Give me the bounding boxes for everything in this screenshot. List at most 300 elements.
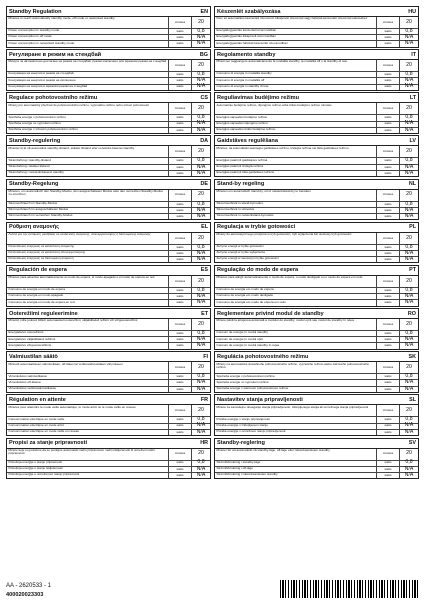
row-unit: minutes <box>376 405 399 416</box>
row-label: Energiatarve võrguooterežiimis <box>8 343 52 347</box>
row-value: N/A <box>191 41 210 46</box>
row-label: Stroomverbruik in stand-bymodus <box>216 201 263 205</box>
row-label: Консумация на енергия в режим на стендбай <box>8 72 74 76</box>
row-value: 0,8 <box>191 245 210 250</box>
row-label: Stromverbrauch im Standby-Modus <box>8 201 58 205</box>
standby-block-hu <box>214 6 419 48</box>
row-unit: watts <box>376 158 399 163</box>
row-value: N/A <box>191 337 210 342</box>
block-header <box>215 180 418 190</box>
row-unit: minutes <box>168 17 191 28</box>
language-code: DE <box>200 181 208 188</box>
row-value: N/A <box>191 122 210 127</box>
row-value: N/A <box>191 85 210 90</box>
row-value: 0,8 <box>191 461 210 466</box>
minutes-row <box>7 449 210 461</box>
row-unit: watts <box>376 300 399 305</box>
block-title: Standby-regulering <box>9 137 61 144</box>
block-header <box>7 439 210 449</box>
row-label: Consumo di energia in standby di rete <box>216 84 269 88</box>
row-label: Minutos para alcanzar automáticamente el modo de espera, el modo apagado o el modo de espera en red <box>8 275 155 280</box>
row-unit: watts <box>376 171 399 176</box>
row-value: 20 <box>399 276 418 287</box>
language-code: SV <box>408 440 416 447</box>
minutes-row <box>7 276 210 288</box>
row-unit: minutes <box>376 17 399 28</box>
block-title: Nastavitev stanja pripravljenosti <box>217 396 303 403</box>
row-label: Spotřeba energie v síťovém pohotovostním režimu <box>8 127 78 131</box>
row-unit: watts <box>168 115 191 120</box>
row-unit: watts <box>168 343 191 348</box>
row-unit: watts <box>376 245 399 250</box>
standby-block-da <box>6 135 211 177</box>
standby-block-en <box>6 6 211 48</box>
row-label: Spotřeba energie ve vypnutém režimu <box>8 121 61 125</box>
block-header <box>215 136 418 146</box>
minutes-row <box>215 276 418 288</box>
language-code: ET <box>201 310 208 317</box>
row-unit: watts <box>168 41 191 46</box>
row-unit: watts <box>376 380 399 385</box>
block-header <box>215 309 418 319</box>
networked-row <box>7 473 210 478</box>
row-label: Spotreba energie v sieťovom pohotovostnom režime <box>216 386 289 390</box>
language-code: IT <box>411 51 416 58</box>
row-unit: watts <box>168 424 191 429</box>
block-title: Gaidstāves regulēšana <box>217 137 278 144</box>
row-value: N/A <box>399 294 418 299</box>
block-header <box>215 395 418 405</box>
standby-block-cs <box>6 92 211 134</box>
row-value: 0,8 <box>191 158 210 163</box>
row-label: Energiafogyasztás készenléti üzemmódban <box>216 29 277 33</box>
block-header <box>215 93 418 103</box>
row-value: N/A <box>191 35 210 40</box>
block-title: Regulação do modo de espera <box>217 267 299 274</box>
row-label: Energijos sąnaudos budėjimo režimu <box>216 115 268 119</box>
block-header <box>215 7 418 17</box>
row-value: 20 <box>399 405 418 416</box>
row-value: N/A <box>191 387 210 392</box>
row-unit: watts <box>376 424 399 429</box>
row-label: Spotřeba energie v pohotovostním režimu <box>8 115 66 119</box>
block-title: Propisi za stanje pripravnosti <box>9 440 88 447</box>
row-value: N/A <box>191 78 210 83</box>
row-value: N/A <box>399 337 418 342</box>
minutes-row <box>215 103 418 115</box>
row-unit: watts <box>168 158 191 163</box>
row-label: Consum de energie în modul standby în rețea <box>216 343 280 347</box>
networked-row <box>7 387 210 392</box>
row-unit: watts <box>376 417 399 422</box>
minutes-row <box>215 233 418 245</box>
language-code: FR <box>200 396 208 403</box>
networked-row <box>215 128 418 133</box>
row-label: Minute za samodejno doseganje stanja pripravljenosti, izklopljenega stanja ali omrežnega stanja pripravljenosti <box>216 405 369 409</box>
row-value: 20 <box>191 405 210 416</box>
row-value: 20 <box>399 319 418 330</box>
networked-row <box>215 257 418 262</box>
block-title: Regulace pohotovostního režimu <box>9 94 98 101</box>
minutes-row <box>215 60 418 72</box>
block-header <box>7 50 210 60</box>
standby-block-de <box>6 179 211 221</box>
block-header <box>7 180 210 190</box>
row-unit: watts <box>168 467 191 472</box>
language-code: SL <box>409 396 416 403</box>
minutes-row <box>7 146 210 158</box>
row-unit: watts <box>376 473 399 478</box>
row-unit: watts <box>168 128 191 133</box>
row-unit: minutes <box>376 146 399 157</box>
row-unit: watts <box>376 122 399 127</box>
row-value: N/A <box>399 122 418 127</box>
language-code: EN <box>200 8 208 15</box>
row-unit: watts <box>168 202 191 207</box>
row-unit: watts <box>376 251 399 256</box>
row-value: N/A <box>399 35 418 40</box>
row-label: Κατανάλωση ενέργειας σε κατάσταση αναμονής <box>8 244 75 249</box>
row-label: Potrošnja energije u umreženom stanju pripravnosti <box>8 472 80 477</box>
row-unit: watts <box>168 374 191 379</box>
row-label: Minuutit automaattiseen valmiustilaan, off-tilaan tai verkkovalmiustilaan siirtymiseen <box>8 362 123 366</box>
row-label: Minutes to reach automatically standby mode, off mode or networked standby <box>8 17 115 21</box>
row-value: N/A <box>399 380 418 385</box>
row-value: N/A <box>191 257 210 262</box>
networked-row <box>7 257 210 262</box>
networked-row <box>215 41 418 46</box>
row-unit: watts <box>168 473 191 478</box>
row-value: 20 <box>399 103 418 114</box>
row-label: Zużycie energii w trybie gotowości <box>216 244 264 249</box>
row-unit: watts <box>376 257 399 262</box>
row-unit: minutes <box>376 362 399 373</box>
block-header <box>7 7 210 17</box>
row-label: Consommation électrique en mode veille <box>8 417 65 421</box>
standby-block-sk <box>214 351 419 393</box>
row-unit: minutes <box>376 190 399 201</box>
row-value: N/A <box>191 165 210 170</box>
row-value: N/A <box>191 300 210 305</box>
block-header <box>7 395 210 405</box>
row-value: N/A <box>399 208 418 213</box>
networked-row <box>7 343 210 348</box>
row-unit: watts <box>168 35 191 40</box>
row-value: N/A <box>191 467 210 472</box>
language-code: LT <box>409 94 416 101</box>
row-label: Minuten, um automatisch den Standby-Modus, den ausgeschalteten Modus oder den vernetzten Standby-Modus zu erreichen <box>8 189 163 197</box>
row-unit: watts <box>168 72 191 77</box>
row-value: 0,8 <box>399 417 418 422</box>
language-code: NL <box>408 181 416 188</box>
row-label: Power consumption in off mode <box>8 35 52 39</box>
minutes-row <box>7 60 210 72</box>
block-header <box>7 266 210 276</box>
row-unit: watts <box>168 251 191 256</box>
row-label: Stroomverbruik in uitmodus <box>216 207 255 212</box>
standby-block-bg <box>6 49 211 91</box>
row-unit: watts <box>376 85 399 90</box>
row-value: 20 <box>191 449 210 460</box>
block-title: Ooterežiimi reguleerimine <box>9 310 78 317</box>
row-label: Minuty do automatycznego przejścia w tryb gotowości, tryb wyłączenia lub sieciowy tryb gotowości <box>216 232 352 237</box>
row-label: Minutes pour atteindre le mode veille automatique, le mode arrêt ou le mode veille en réseau <box>8 405 136 409</box>
row-value: N/A <box>399 257 418 262</box>
block-title: Standby-Regelung <box>9 181 59 188</box>
row-unit: watts <box>168 337 191 342</box>
row-unit: watts <box>376 288 399 293</box>
row-label: Κατανάλωση ενέργειας σε κατάσταση απενεργοποίησης <box>8 250 86 255</box>
row-unit: watts <box>376 331 399 336</box>
row-value: 20 <box>399 60 418 71</box>
row-label: Zużycie energii w sieciowym trybie gotowości <box>216 257 279 261</box>
row-label: Minute koje su potrebne da se postigne automatski način pripravnosti, način isključenosti ili umreženi način pripravnosti <box>8 448 155 456</box>
row-unit: minutes <box>376 60 399 71</box>
standby-block-pl <box>214 222 419 264</box>
block-title: Standby Regulation <box>9 8 62 15</box>
block-title: Régulation en attente <box>9 396 66 403</box>
row-value: N/A <box>399 430 418 435</box>
row-value: 20 <box>399 17 418 28</box>
row-label: Consumo de energía en modo de espera <box>8 287 65 292</box>
row-unit: minutes <box>168 103 191 114</box>
row-label: Minutos para atingir automaticamente o modo de espera, o modo desligado ou o modo de espera em rede <box>216 275 363 280</box>
block-header <box>7 309 210 319</box>
row-unit: watts <box>168 300 191 305</box>
row-unit: watts <box>168 245 191 250</box>
minutes-row <box>7 319 210 331</box>
row-label: Enerģijas patēriņš izslēgtā režīmā <box>216 164 263 168</box>
row-value: 0,8 <box>191 374 210 379</box>
row-value: N/A <box>399 387 418 392</box>
row-label: Minúty na automatické dosiahnutie pohotovostného režimu, vypnutého režimu alebo sieťového pohotovostného režimu <box>216 362 370 369</box>
row-value: 0,8 <box>399 461 418 466</box>
standby-block-es <box>6 265 211 307</box>
minutes-row <box>215 449 418 461</box>
row-unit: watts <box>168 288 191 293</box>
row-unit: watts <box>168 78 191 83</box>
networked-row <box>7 214 210 219</box>
row-label: Virrankulutus verkkovalmiustilassa <box>8 386 56 390</box>
row-value: N/A <box>191 208 210 213</box>
row-label: Zużycie energii w trybie wyłączenia <box>216 250 265 255</box>
row-label: Κατανάλωση ενέργειας σε δικτυωμένη αναμονή <box>8 257 74 261</box>
minutes-row <box>7 17 210 29</box>
row-label: Consumo de energía en modo de espera en red <box>8 300 75 304</box>
row-value: 0,8 <box>191 202 210 207</box>
block-title: Регулиране в режим на стендбай <box>9 51 102 58</box>
row-value: 20 <box>191 276 210 287</box>
row-unit: minutes <box>376 319 399 330</box>
row-value: 20 <box>191 362 210 373</box>
block-header <box>7 223 210 233</box>
row-unit: watts <box>168 430 191 435</box>
networked-row <box>215 430 418 435</box>
row-value: 0,8 <box>191 72 210 77</box>
row-unit: watts <box>376 387 399 392</box>
row-value: 0,8 <box>399 202 418 207</box>
row-value: 20 <box>191 146 210 157</box>
row-label: Power consumption in networked standby mode <box>8 41 75 45</box>
row-value: 0,8 <box>191 29 210 34</box>
minutes-row <box>215 17 418 29</box>
language-code: FI <box>203 353 208 360</box>
row-value: N/A <box>191 128 210 133</box>
row-label: Strömförbrukning i nätverksansluten standby <box>216 472 278 477</box>
row-unit: watts <box>168 380 191 385</box>
row-label: Energijos sąnaudos išjungimo režimu <box>216 121 268 125</box>
block-header <box>215 223 418 233</box>
row-unit: minutes <box>376 103 399 114</box>
row-value: N/A <box>191 380 210 385</box>
row-value: 0,8 <box>399 245 418 250</box>
row-value: N/A <box>399 251 418 256</box>
row-value: N/A <box>191 251 210 256</box>
row-unit: watts <box>376 214 399 219</box>
block-title: Reglementare privind modul de standby <box>217 310 324 317</box>
minutes-row <box>7 362 210 374</box>
row-label: Консумация на енергия в режим на изключено <box>8 78 76 82</box>
row-label: Strømforbrug i netværksbaseret standby <box>8 170 64 175</box>
block-header <box>215 439 418 449</box>
row-unit: watts <box>168 461 191 466</box>
row-unit: watts <box>376 343 399 348</box>
barcode-number: 400020023303 <box>6 592 44 598</box>
row-label: Energijos sąnaudos tinklo budėjimo režimu <box>216 127 276 131</box>
networked-row <box>215 300 418 305</box>
row-label: Poraba energije v stanju pripravljenosti <box>216 417 270 421</box>
block-header <box>7 352 210 362</box>
row-value: N/A <box>399 78 418 83</box>
language-code: HU <box>408 8 416 15</box>
row-value: 20 <box>191 60 210 71</box>
minutes-row <box>7 190 210 202</box>
row-value: N/A <box>399 128 418 133</box>
row-unit: watts <box>376 202 399 207</box>
row-value: 0,8 <box>191 288 210 293</box>
networked-row <box>215 473 418 478</box>
row-label: Minutid, mille jooksul lülitub automaatselt ooterežiimi, väljalülitatud režiimi või võrguooterežiimi <box>8 319 138 323</box>
right-column <box>214 6 419 481</box>
row-unit: watts <box>376 461 399 466</box>
networked-row <box>215 343 418 348</box>
row-label: Консумация на енергия в мрежови режим на стендбай <box>8 84 88 88</box>
row-value: N/A <box>399 300 418 305</box>
row-value: N/A <box>191 294 210 299</box>
standby-block-et <box>6 308 211 350</box>
block-title: Készenlét szabályozása <box>217 8 281 15</box>
row-value: N/A <box>191 171 210 176</box>
language-code: LV <box>409 137 416 144</box>
networked-row <box>215 171 418 176</box>
row-unit: watts <box>168 85 191 90</box>
networked-row <box>215 214 418 219</box>
row-value: N/A <box>399 171 418 176</box>
block-title: Regulácia pohotovostného režimu <box>217 353 309 360</box>
row-unit: watts <box>376 294 399 299</box>
row-label: Energiafogyasztás hálózati készenléti üzemmódban <box>216 41 288 45</box>
row-label: Consumo de energia em modo desligado <box>216 294 274 298</box>
standby-block-pt <box>214 265 419 307</box>
row-label: Perc az automatikus készenléti üzemmód, kikapcsolt üzemmód vagy hálózati készenléti üzemmód eléréséhez <box>216 17 368 21</box>
row-label: Consumo de energia em modo de espera em rede <box>216 300 286 304</box>
row-unit: minutes <box>168 146 191 157</box>
row-label: Potrošnja energije u stanju pripravnosti <box>8 460 62 464</box>
row-unit: watts <box>168 417 191 422</box>
row-unit: watts <box>376 374 399 379</box>
language-code: ES <box>200 267 208 274</box>
row-label: Minuten om automatisch stand-by, uit of netwerkstand-by te bereiken <box>216 189 311 193</box>
standby-block-sv <box>214 438 419 480</box>
row-label: Consommation électrique en mode veille en réseau <box>8 429 80 434</box>
row-label: Automatinio budėjimo režimo, išjungimo režimo arba tinklo budėjimo režimo minutės <box>216 103 332 107</box>
barcode-image <box>280 580 420 598</box>
row-unit: watts <box>168 29 191 34</box>
row-value: N/A <box>399 214 418 219</box>
row-value: 0,8 <box>399 29 418 34</box>
row-value: N/A <box>191 473 210 478</box>
standby-block-fr <box>6 394 211 436</box>
row-unit: minutes <box>168 190 191 201</box>
row-unit: watts <box>376 35 399 40</box>
row-unit: minutes <box>168 449 191 460</box>
minutes-row <box>215 405 418 417</box>
row-unit: minutes <box>168 276 191 287</box>
row-unit: watts <box>168 122 191 127</box>
row-value: 20 <box>191 17 210 28</box>
row-label: Consum de energie în modul oprit <box>216 337 264 341</box>
row-value: N/A <box>399 473 418 478</box>
row-label: Minuty pro automatický přechod do pohotovostního režimu, vypnutého režimu nebo síťové pohotovosti <box>8 103 149 107</box>
row-label: Strømforbrug i standby-tilstand <box>8 158 51 162</box>
row-unit: watts <box>168 171 191 176</box>
standby-block-el <box>6 222 211 264</box>
row-value: N/A <box>399 343 418 348</box>
left-column <box>6 6 211 481</box>
row-unit: watts <box>376 78 399 83</box>
row-value: N/A <box>399 41 418 46</box>
row-label: Energiatarve väljalülitatud režiimis <box>8 337 56 341</box>
row-label: Consumo di energia in modalità standby <box>216 72 272 76</box>
row-unit: watts <box>168 387 191 392</box>
row-unit: watts <box>376 208 399 213</box>
standby-block-sl <box>214 394 419 436</box>
row-label: Potrošnja energije u stanju isključenosti <box>8 466 63 471</box>
row-label: Consommation électrique en mode arrêt <box>8 423 64 427</box>
row-value: 0,8 <box>399 374 418 379</box>
networked-row <box>7 85 210 90</box>
row-value: 20 <box>191 319 210 330</box>
block-header <box>7 136 210 146</box>
row-label: Minuti per raggiungere automaticamente la modalità standby, la modalità off o la standby di rete <box>216 60 348 64</box>
row-value: 20 <box>399 362 418 373</box>
row-value: 0,8 <box>399 331 418 336</box>
language-code: PT <box>409 267 416 274</box>
networked-row <box>7 300 210 305</box>
row-label: Energiatarve ooterežiimis <box>8 331 44 335</box>
row-label: Consumo de energia em modo de espera <box>216 287 274 292</box>
row-value: N/A <box>399 165 418 170</box>
row-label: Λεπτά για την αυτόματη μετάβαση σε κατάσταση αναμονής, απενεργοποίησης ή δικτυωμένης αναμονής <box>8 232 151 237</box>
row-value: 0,8 <box>191 115 210 120</box>
row-label: Spotreba energie vo vypnutom režime <box>216 380 269 384</box>
block-title: Reguliavimas budėjimo režimu <box>217 94 300 101</box>
row-label: Virrankulutus off-tilassa <box>8 380 41 384</box>
row-unit: minutes <box>376 449 399 460</box>
block-title: Standby-reglering <box>217 440 265 447</box>
row-value: 20 <box>399 233 418 244</box>
row-label: Consumo di energia in modalità off <box>216 78 265 82</box>
